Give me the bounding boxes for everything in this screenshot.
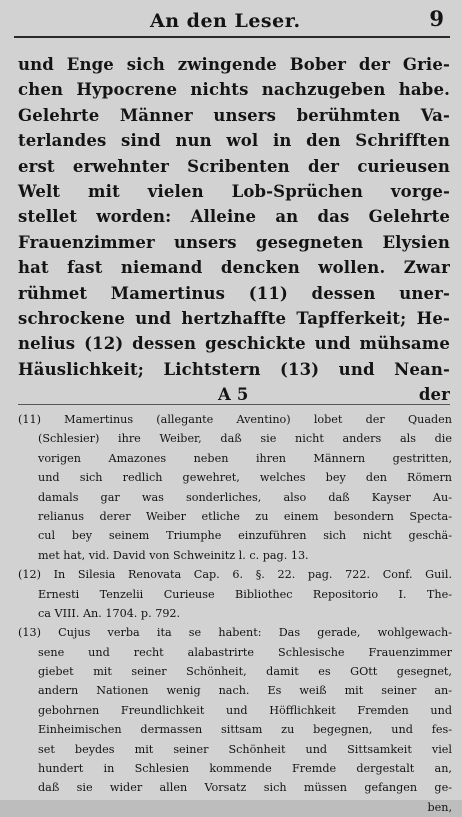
footnote-rule: [18, 404, 450, 405]
main-text-line: stellet worden: Alleine an das Gelehrte: [18, 207, 450, 227]
footnote-line: ca VIII. An. 1704. p. 792.: [38, 606, 181, 620]
main-text-line: rühmet Mamertinus (11) dessen uner-: [18, 283, 450, 303]
page-number: 9: [429, 6, 444, 31]
footnote-line: Einheimischen dermassen sittsam zu begegnen, und fes-: [38, 723, 452, 737]
main-text-line: terlandes sind nun wol in den Schrifften: [18, 131, 450, 151]
signature-mark: A 5: [218, 385, 249, 405]
main-text-line: und Enge sich zwingende Bober der Grie-: [18, 55, 450, 74]
footnote-line: ben,: [427, 800, 452, 814]
footnote-line: andern Nationen wenig nach. Es weiß mit seiner an-: [38, 684, 452, 698]
catchword: der: [418, 385, 450, 405]
footnotes-block: [18, 410, 452, 817]
footnote-line: vorigen Amazones neben ihren Männern gestritten,: [38, 451, 452, 465]
main-text-line: Welt mit vielen Lob-Sprüchen vorge-: [18, 181, 450, 201]
footnote-line: (12) In Silesia Renovata Cap. 6. §. 22. pag. 722. Conf. Guil.: [18, 568, 452, 582]
footnote-line: damals gar was sonderliches, also daß Kayser Au-: [38, 490, 452, 504]
header-rule: [14, 36, 450, 38]
main-text-line: Frauenzimmer unsers gesegneten Elysien: [18, 232, 450, 252]
footnote-line: set beydes mit seiner Schönheit und Sittsamkeit viel: [38, 742, 452, 756]
footnote-line: hundert in Schlesien kommende Fremde dergestalt an,: [38, 762, 452, 776]
footnote-line: daß sie wider allen Vorsatz sich müssen gefangen ge-: [38, 781, 452, 795]
footnote-line: cul bey seinem Triumphe einzuführen sich nicht geschä-: [38, 529, 452, 543]
footnote-line: relianus derer Weiber etliche zu einem besondern Specta-: [38, 509, 452, 523]
main-text-line: Gelehrte Männer unsers berühmten Va-: [18, 105, 450, 125]
footnote-line: (11) Mamertinus (allegante Aventino) lobet der Quaden: [18, 413, 452, 426]
main-text-line: Häuslichkeit; Lichtstern (13) und Nean-: [18, 359, 450, 379]
main-text-line: hat fast niemand dencken wollen. Zwar: [18, 258, 450, 278]
footnote-line: Ernesti Tenzelii Curieuse Bibliothec Repositorio I. The-: [38, 587, 452, 601]
footnote-line: (Schlesier) ihre Weiber, daß sie nicht anders als die: [38, 432, 452, 446]
footnote-line: met hat, vid. David von Schweinitz l. c. pag. 13.: [38, 548, 309, 562]
main-text-line: nelius (12) dessen geschickte und mühsame: [18, 334, 450, 354]
footnote-line: gebohrnen Freundlichkeit und Höfflichkeit Fremden und: [38, 703, 452, 717]
footnote-line: und sich redlich gewehret, welches bey den Römern: [38, 471, 452, 485]
footnote-line: (13) Cujus verba ita se habent: Das gerade, wohlgewach-: [18, 626, 452, 640]
main-text-line: chen Hypocrene nichts nachzugeben habe.: [18, 80, 450, 100]
footnote-line: giebet mit seiner Schönheit, damit es GOtt gesegnet,: [38, 665, 452, 679]
main-text-line: erst erwehnter Scribenten der curieusen: [18, 156, 450, 176]
main-text-block: [18, 52, 450, 407]
main-text-line: schrockene und hertzhaffte Tapfferkeit; He-: [18, 308, 450, 328]
footnote-line: sene und recht alabastrirte Schlesische Frauenzimmer: [38, 645, 452, 659]
running-head: An den Leser.: [150, 10, 301, 32]
